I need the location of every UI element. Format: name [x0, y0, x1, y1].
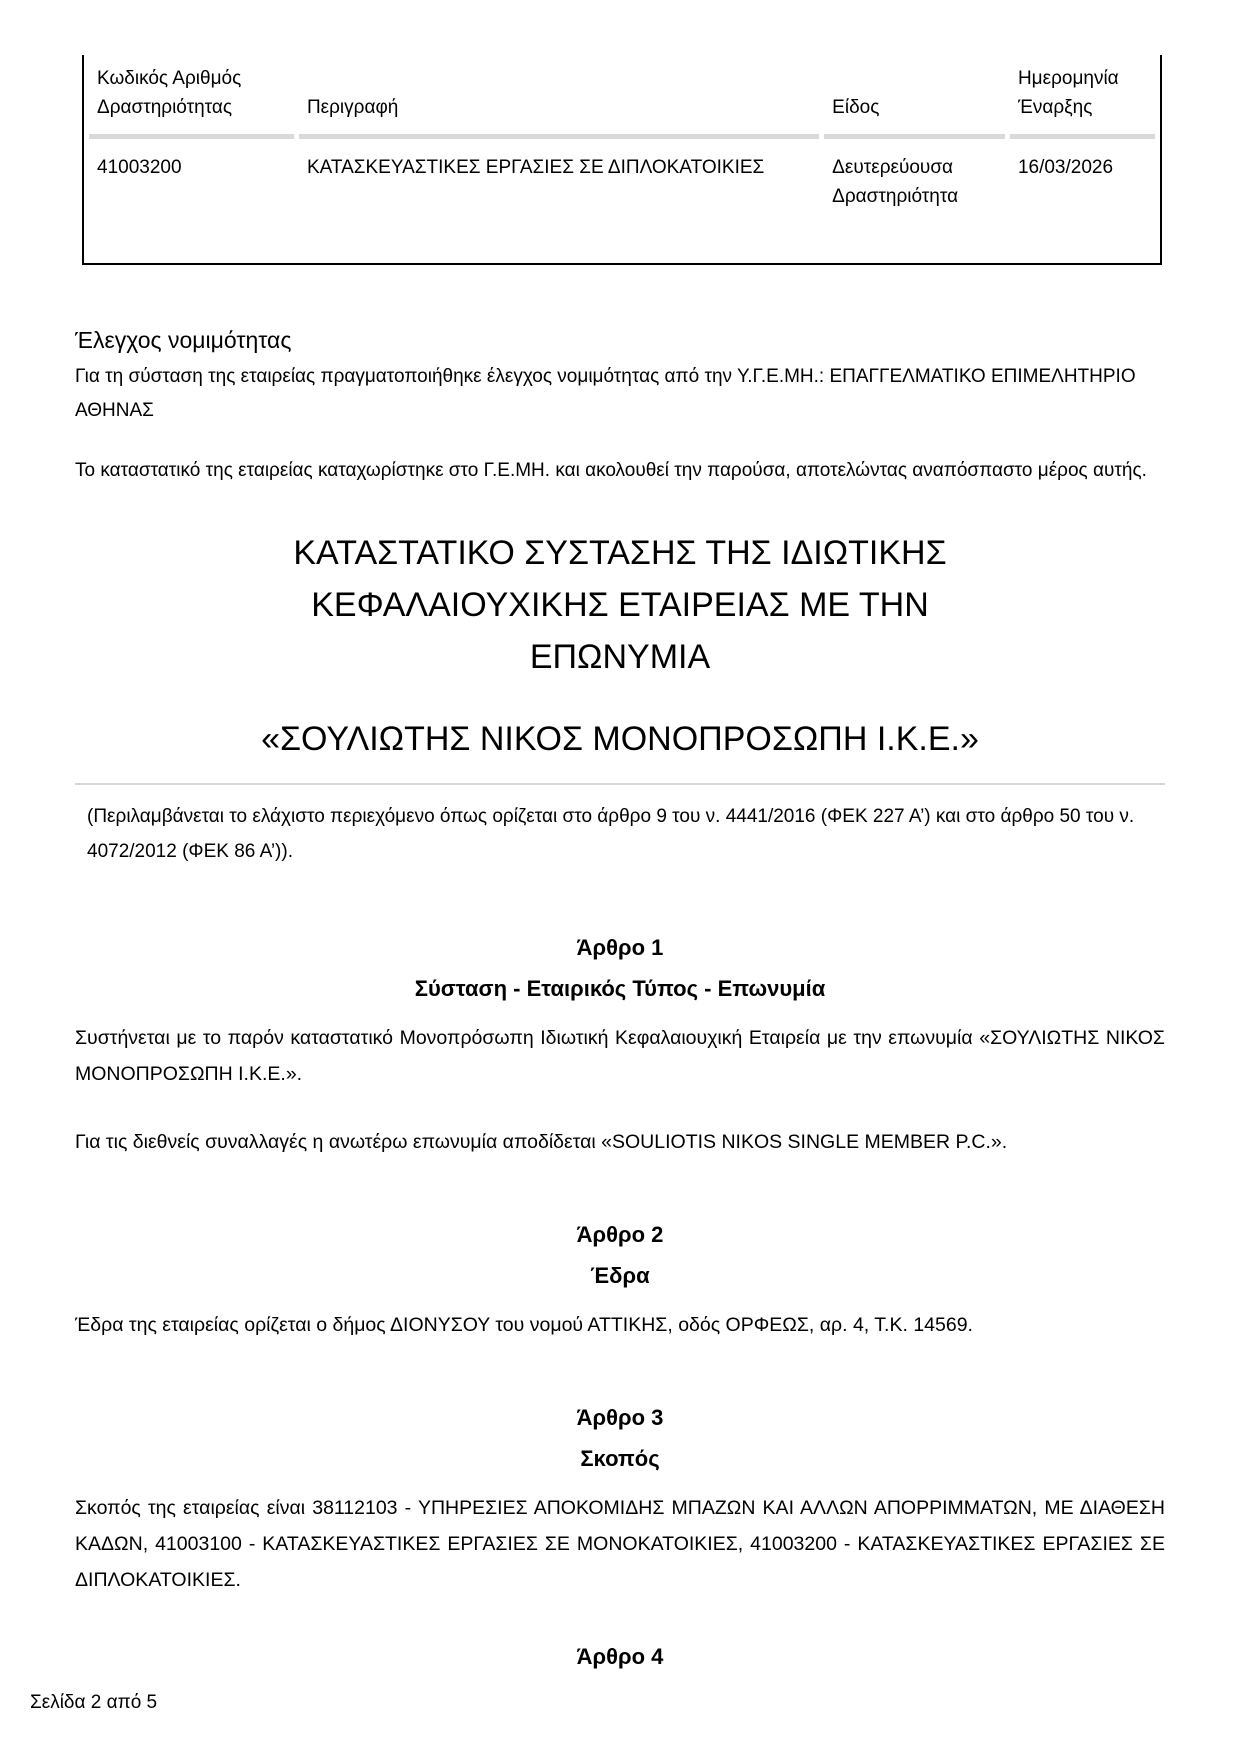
statute-title-line-2: ΚΕΦΑΛΑΙΟΥΧΙΚΗΣ ΕΤΑΙΡΕΙΑΣ ΜΕ ΤΗΝ — [311, 585, 929, 624]
article-1-subtitle: Σύσταση - Εταιρικός Τύπος - Επωνυμία — [414, 975, 826, 1001]
article-2-paragraph-1: Έδρα της εταιρείας ορίζεται ο δήμος ΔΙΟΝΥΣΟΥ του νομού ΑΤΤΙΚΗΣ, οδός ΟΡΦΕΩΣ, αρ. 4, Τ.Κ. 14569. — [75, 1314, 973, 1337]
activity-codes-table — [84, 55, 1160, 263]
article-3-paragraph-1: Σκοπός της εταιρείας είναι 38112103 - ΥΠΗΡΕΣΙΕΣ ΑΠΟΚΟΜΙΔΗΣ ΜΠΑΖΩΝ ΚΑΙ ΑΛΛΩΝ ΑΠΟΡΡΙΜΜΑΤΩΝ, ΜΕ ΔΙΑΘΕΣΗ ΚΑΔΩΝ, 41003100 - ΚΑΤΑΣΚΕΥΑΣΤΙΚΕΣ ΕΡΓΑΣΙΕΣ ΣΕ ΜΟΝΟΚΑΤΟΙΚΙΕΣ, 41003200 - ΚΑΤΑΣΚΕΥΑΣΤΙΚΕΣ ΕΡΓΑΣΙΕΣ ΣΕ ΔΙΠΛΟΚΑΤΟΙΚΙΕΣ. — [75, 1497, 1165, 1592]
column-header-description: Περιγραφή — [299, 55, 819, 139]
column-header-start-date: Ημερομηνία Έναρξης — [1010, 55, 1155, 139]
registration-paragraph: Το καταστατικό της εταιρείας καταχωρίστηκε στο Γ.Ε.ΜΗ. και ακολουθεί την παρούσα, αποτελώντας αναπόσπαστο μέρος αυτής. — [75, 460, 1147, 482]
article-2-subtitle: Έδρα — [590, 1263, 650, 1289]
activity-codes-table-box — [82, 55, 1162, 265]
article-3-section — [75, 1405, 1165, 1598]
statute-title-line-3: ΕΠΩΝΥΜΙΑ — [529, 637, 711, 676]
article-4-heading: Άρθρο 4 — [576, 1644, 664, 1670]
article-2-heading: Άρθρο 2 — [576, 1222, 664, 1248]
article-1-section — [75, 935, 1165, 1160]
article-3-subtitle: Σκοπός — [580, 1446, 660, 1472]
article-1-paragraph-2: Για τις διεθνείς συναλλαγές η ανωτέρω επωνυμία αποδίδεται «SOULIOTIS NIKOS SINGLE MEMBER P.C.». — [75, 1130, 1008, 1153]
table-header-row — [89, 55, 1155, 139]
start-date-cell: 16/03/2026 — [1017, 157, 1114, 178]
company-name: «ΣΟΥΛΙΩΤΗΣ ΝΙΚΟΣ ΜΟΝΟΠΡΟΣΩΠΗ Ι.Κ.Ε.» — [261, 719, 979, 758]
activity-code-cell: 41003200 — [97, 157, 182, 178]
article-3-heading: Άρθρο 3 — [576, 1405, 664, 1431]
statute-legal-note: (Περιλαμβάνεται το ελάχιστο περιεχόμενο όπως ορίζεται στο άρθρο 9 του ν. 4441/2016 (ΦΕΚ 227 Α’) και στο άρθρο 50 του ν. 4072/2012 (ΦΕΚ 86 Α’)). — [87, 805, 1135, 862]
legality-check-paragraph: Για τη σύσταση της εταιρείας πραγματοποιήθηκε έλεγχος νομιμότητας από την Υ.Γ.Ε.ΜΗ.: ΕΠΑΓΓΕΛΜΑΤΙΚΟ ΕΠΙΜΕΛΗΤΗΡΙΟ ΑΘΗΝΑΣ — [75, 366, 1136, 422]
article-1-paragraph-1: Συστήνεται με το παρόν καταστατικό Μονοπρόσωπη Ιδιωτική Κεφαλαιουχική Εταιρεία με την επωνυμία «ΣΟΥΛΙΩΤΗΣ ΝΙΚΟΣ ΜΟΝΟΠΡΟΣΩΠΗ Ι.Κ.Ε.». — [75, 1026, 1165, 1085]
table-row — [89, 139, 1155, 263]
article-4-section — [75, 1644, 1165, 1670]
statute-title-line-1: ΚΑΤΑΣΤΑΤΙΚΟ ΣΥΣΤΑΣΗΣ ΤΗΣ ΙΔΙΩΤΙΚΗΣ — [293, 533, 947, 572]
article-1-heading: Άρθρο 1 — [576, 934, 664, 960]
article-2-section — [75, 1222, 1165, 1343]
document-content — [0, 327, 1240, 1670]
description-cell: ΚΑΤΑΣΚΕΥΑΣΤΙΚΕΣ ΕΡΓΑΣΙΕΣ ΣΕ ΔΙΠΛΟΚΑΤΟΙΚΙΕΣ — [306, 157, 765, 178]
title-divider — [75, 783, 1165, 785]
column-header-activity-code: Κωδικός Αριθμός Δραστηριότητας — [89, 55, 294, 139]
column-header-kind: Είδος — [824, 55, 1005, 139]
kind-cell: Δευτερεύουσα Δραστηριότητα — [832, 157, 959, 207]
statute-title — [75, 527, 1165, 683]
page-number: Σελίδα 2 από 5 — [30, 1692, 158, 1713]
legality-check-heading: Έλεγχος νομιμότητας — [75, 327, 292, 353]
